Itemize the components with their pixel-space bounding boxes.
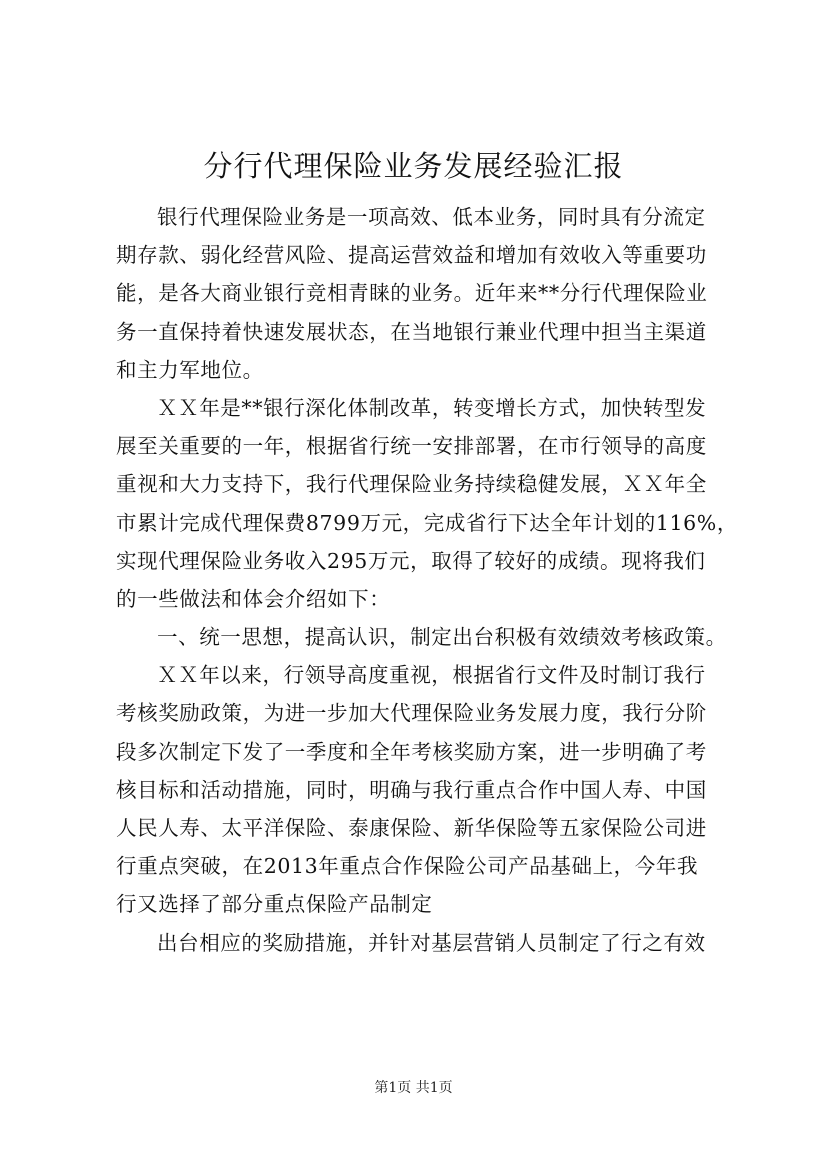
paragraph-line: 重视和大力支持下，我行代理保险业务持续稳健发展，ＸＸ年全 [116,472,707,497]
section-heading: 一、统一思想，提高认识，制定出台积极有效绩效考核政策。 [157,625,727,650]
paragraph-line: 行又选择了部分重点保险产品制定 [116,892,433,917]
paragraph-line: 银行代理保险业务是一项高效、低本业务，同时具有分流定 [157,205,706,229]
paragraph-line: 和主力军地位。 [116,357,264,382]
paragraph-line: 考核奖励政策，为进一步加大代理保险业务发展力度，我行分阶 [116,701,707,726]
paragraph-line: 行重点突破，在2013年重点合作保险公司产品基础上，今年我 [116,854,699,879]
paragraph-line: 能，是各大商业银行竞相青睐的业务。近年来**分行代理保险业 [116,281,708,306]
paragraph-line: 期存款、弱化经营风险、提高运营效益和增加有效收入等重要功 [116,243,707,268]
paragraph-line: ＸＸ年以来，行领导高度重视，根据省行文件及时制订我行 [157,663,706,688]
paragraph-line: 务一直保持着快速发展状态，在当地银行兼业代理中担当主渠道 [116,319,707,344]
paragraph-line: 实现代理保险业务收入295万元，取得了较好的成绩。现将我们 [116,548,706,573]
paragraph-line: 出台相应的奖励措施，并针对基层营销人员制定了行之有效 [157,930,706,955]
paragraph-line: 段多次制定下发了一季度和全年考核奖励方案，进一步明确了考 [116,739,707,764]
paragraph-line: 核目标和活动措施，同时，明确与我行重点合作中国人寿、中国 [116,777,707,802]
paragraph-line: 人民人寿、太平洋保险、泰康保险、新华保险等五家保险公司进 [116,816,707,840]
page-footer: 第1页 共1页 [374,1080,453,1096]
paragraph-line: 的一些做法和体会介绍如下： [116,586,391,611]
document-body [116,198,738,962]
paragraph-line: ＸＸ年是**银行深化体制改革，转变增长方式，加快转型发 [157,395,707,420]
paragraph-line: 展至关重要的一年，根据省行统一安排部署，在市行领导的高度 [116,434,707,459]
document-title: 分行代理保险业务发展经验汇报 [203,149,624,183]
paragraph-line: 市累计完成代理保费8799万元，完成省行下达全年计划的116%， [116,510,738,535]
